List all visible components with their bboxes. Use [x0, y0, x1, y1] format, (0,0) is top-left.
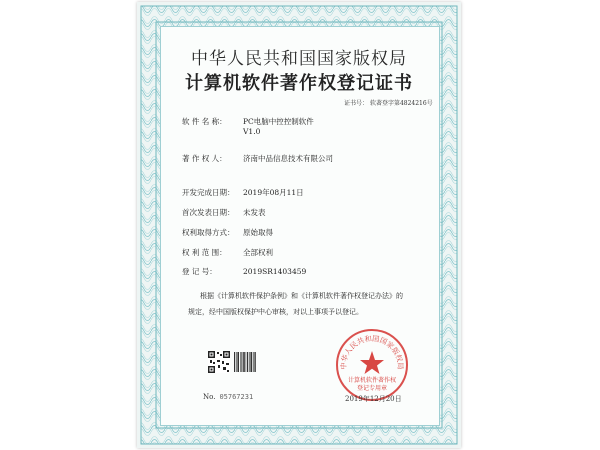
field-value: 2019年08月11日 — [243, 188, 304, 197]
field-value: 全部权利 — [243, 248, 273, 257]
certificate-title: 计算机软件著作权登记证书 — [185, 73, 413, 94]
field-label: 软 件 名 称： — [182, 117, 227, 126]
field-label: 开发完成日期： — [182, 188, 235, 197]
field-rights-scope — [182, 247, 273, 258]
serial-number — [203, 393, 253, 401]
certificate-number-value: 软著登字第4824216号 — [369, 100, 433, 107]
seal-arc-text: 中华人民共和国国家版权局 — [338, 333, 406, 370]
field-completion-date — [182, 187, 304, 198]
field-value: 济南中品信息技术有限公司 — [243, 154, 333, 163]
field-first-publication — [182, 207, 266, 218]
serial-number-value: 05767231 — [219, 393, 254, 401]
field-value: 原始取得 — [243, 228, 273, 237]
certificate-number-label: 证书号： — [344, 100, 369, 107]
issue-date: 2019年12月20日 — [345, 395, 402, 403]
field-software-version — [243, 127, 260, 136]
field-software-name — [182, 116, 314, 127]
red-star-seal — [334, 327, 410, 403]
field-label: 首次发表日期： — [182, 208, 235, 217]
field-label: 权 利 范 围： — [182, 248, 227, 257]
field-registration-number — [182, 266, 306, 277]
field-copyright-owner — [182, 153, 333, 164]
issuer-title: 中华人民共和国国家版权局 — [191, 49, 407, 69]
field-value: PC电脑中控控制软件 — [243, 117, 314, 126]
field-label: 权利取得方式： — [182, 228, 235, 237]
serial-number-label: No. — [203, 393, 216, 401]
legal-paragraph-line1: 根据《计算机软件保护条例》和《计算机软件著作权登记办法》的 — [200, 292, 403, 300]
field-value: 2019SR1403459 — [243, 267, 307, 276]
field-acquisition-method — [182, 227, 273, 238]
seal-line2: 登记专用章 — [356, 385, 388, 392]
certificate-number — [344, 98, 433, 107]
seal-line1: 计算机软件著作权 — [347, 377, 397, 384]
qr-code-icon — [208, 351, 230, 373]
legal-paragraph-line2: 规定，经中国版权保护中心审核，对以上事项予以登记。 — [188, 308, 363, 316]
field-value-version: V1.0 — [243, 127, 261, 136]
field-value: 未发表 — [243, 208, 266, 217]
field-label: 登 记 号： — [182, 267, 217, 276]
barcode-icon — [234, 352, 256, 372]
field-label: 著 作 权 人： — [182, 154, 227, 163]
